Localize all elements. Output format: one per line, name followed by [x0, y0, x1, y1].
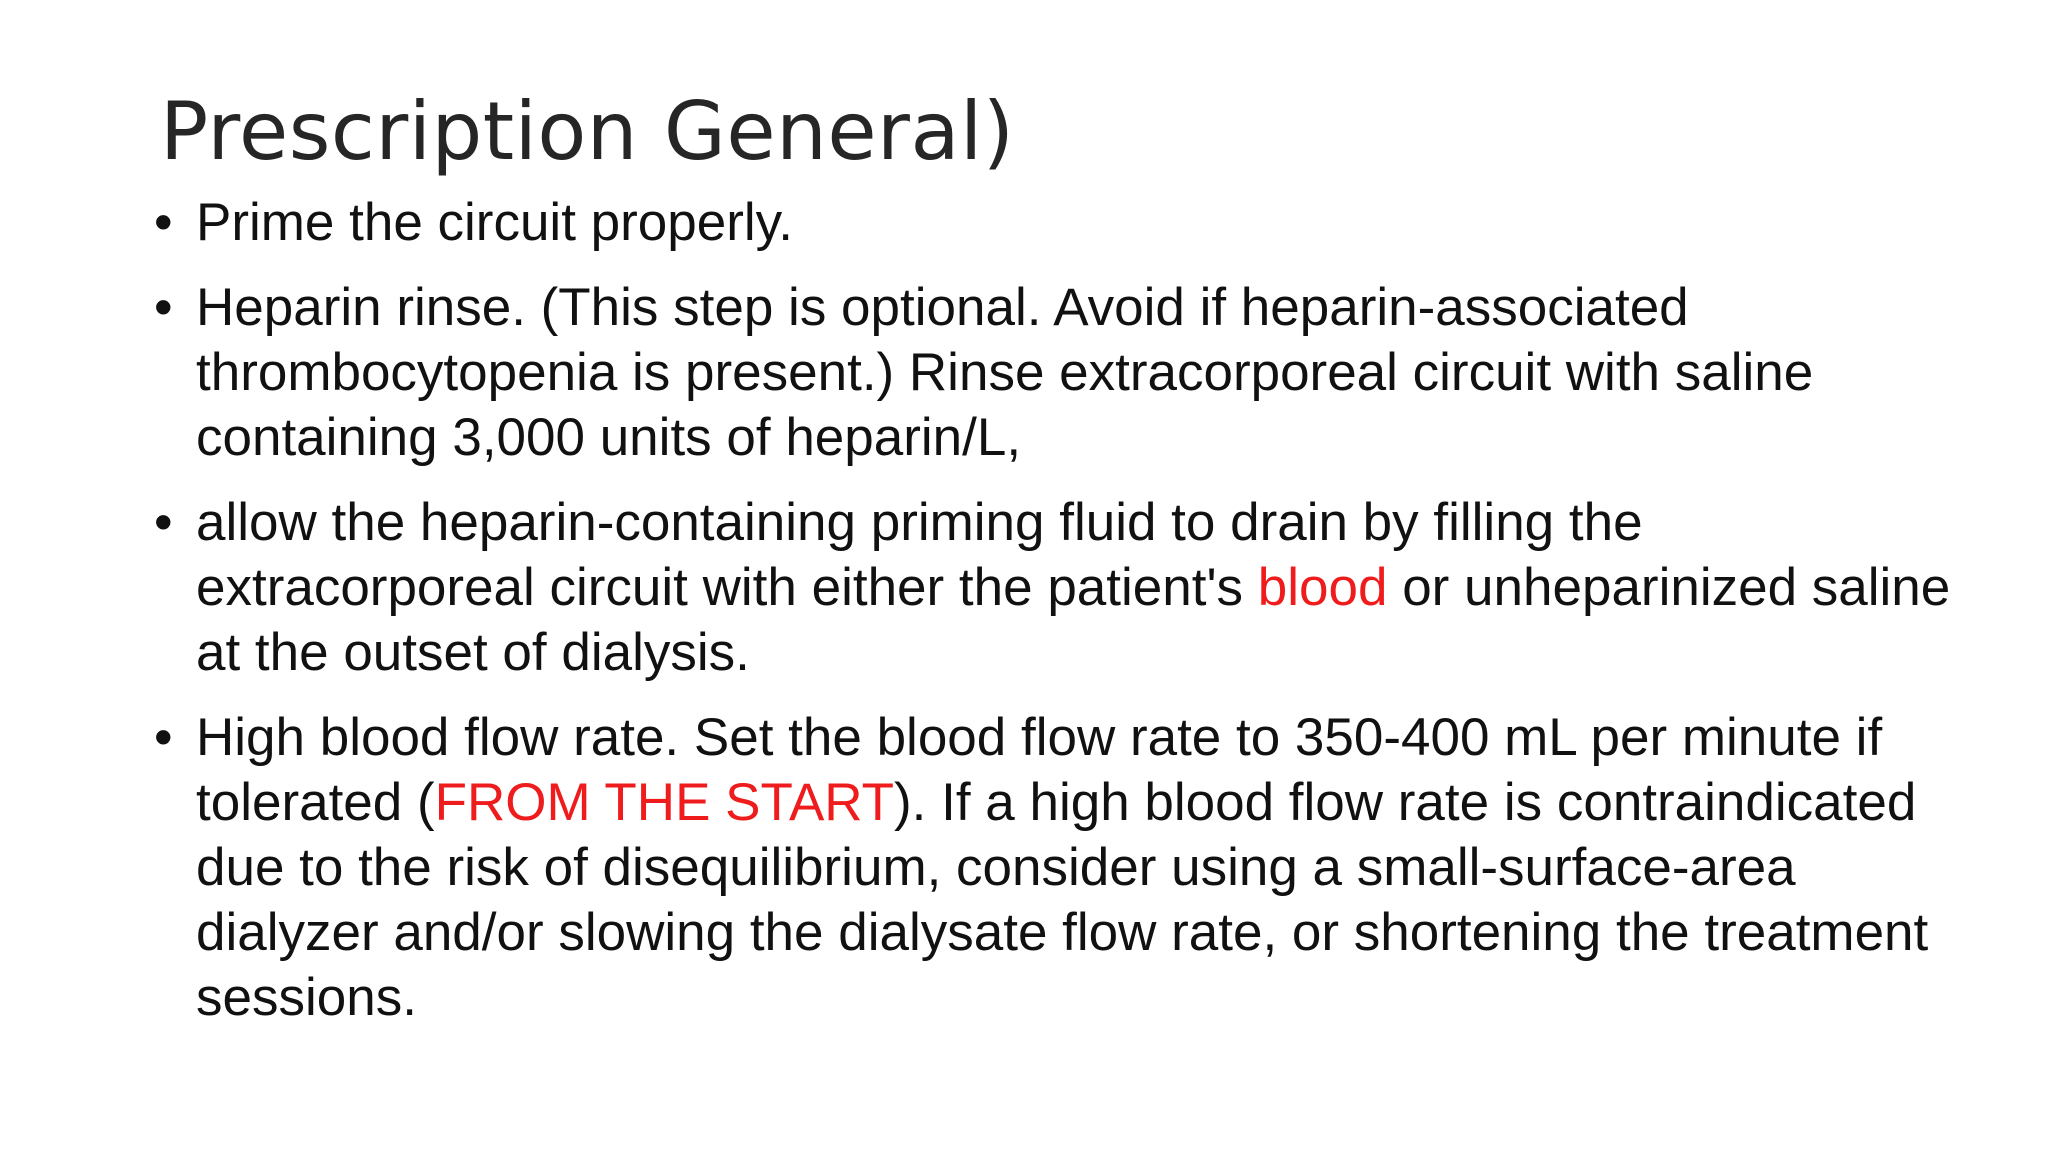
bullet-text-before: High blood flow rate. Set the blood flow rate to 350-400 mL per minute if tolerated ( — [196, 708, 1883, 832]
highlight-from-the-start: FROM THE START — [434, 773, 894, 832]
bullet-item-prime-circuit — [154, 190, 1974, 255]
highlight-blood: blood — [1257, 558, 1388, 617]
bullet-item-drain-priming-fluid — [154, 490, 1974, 685]
bullet-text-before: allow the heparin-containing priming fluid to drain by filling the extracorporeal circuit with either the patient's — [196, 493, 1643, 617]
bullet-item-blood-flow-rate — [154, 705, 1974, 1030]
bullet-dot-icon: • — [154, 708, 173, 767]
bullet-text-after: or unheparinized saline at the outset of dialysis. — [196, 558, 1951, 682]
slide-title: Prescription General) — [160, 85, 1015, 178]
bullet-dot-icon: • — [154, 278, 173, 337]
bullet-text: Prime the circuit properly. — [196, 193, 793, 252]
bullet-dot-icon: • — [154, 193, 173, 252]
bullet-list — [154, 190, 1974, 1050]
bullet-text: Heparin rinse. (This step is optional. Avoid if heparin-associated thrombocytopenia is present.) Rinse extracorporeal circuit with saline containing 3,000 units of heparin/L, — [196, 278, 1814, 467]
bullet-dot-icon: • — [154, 493, 173, 552]
bullet-item-heparin-rinse — [154, 275, 1974, 470]
bullet-text-after: ). If a high blood flow rate is contraindicated due to the risk of disequilibrium, consider using a small-surface-area dialyzer and/or slowing the dialysate flow rate, or shortening the treatment sessions. — [196, 773, 1929, 1027]
